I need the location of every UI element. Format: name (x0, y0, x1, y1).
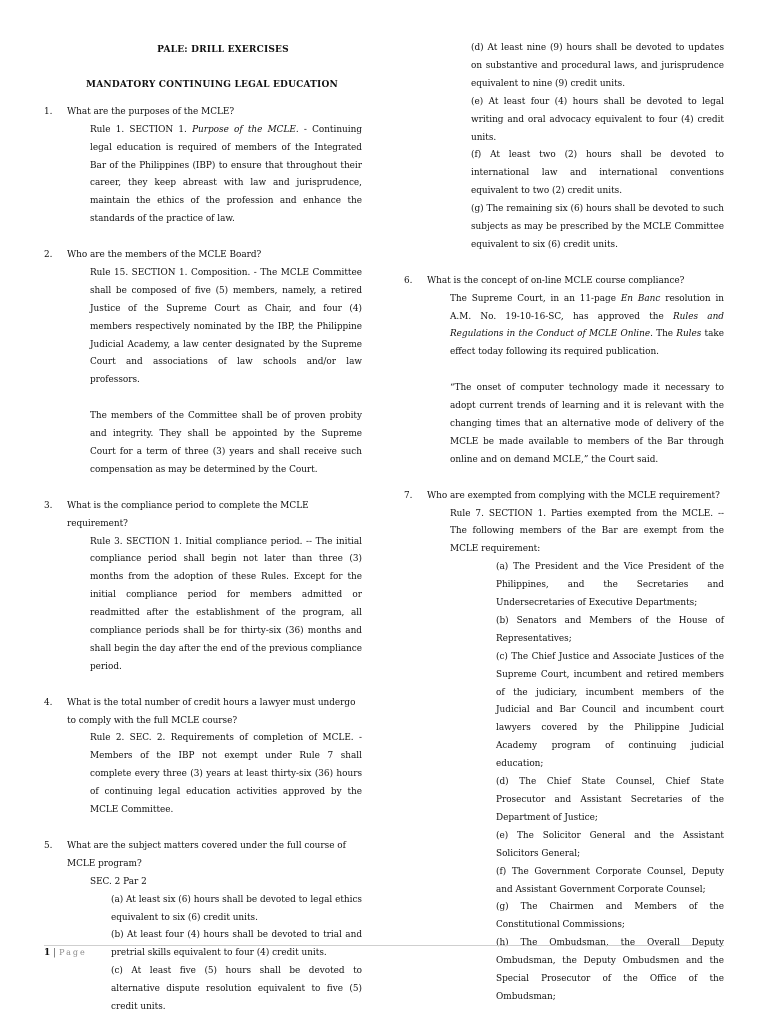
page-footer (44, 948, 87, 958)
list-item: (c) At least five (5) hours shall be devoted to alternative dispute resolution equivalent to five (5) credit units. (111, 966, 362, 1013)
page-label: Page (59, 948, 87, 957)
question-number: 5. (44, 840, 53, 851)
question-number: 6. (404, 275, 413, 286)
question-text: What is the total number of credit hours a lawyer must undergo to comply with the full MCLE course? (67, 697, 356, 726)
answer (404, 291, 724, 470)
question-7 (404, 488, 724, 1007)
list-item: (e) At least four (4) hours shall be devoted to legal writing and oral advocacy equivalent to four (4) credit units. (471, 96, 724, 143)
question-text: What is the concept of on-line MCLE course compliance? (427, 275, 685, 286)
document-title: PALE: DRILL EXERCISES (157, 45, 289, 55)
question-text: What are the subject matters covered under the full course of MCLE program? (67, 840, 346, 869)
answer-text: . The (650, 329, 677, 340)
answer-text: The Supreme Court, in an 11-page (450, 293, 621, 304)
answer-text: . - Continuing legal education is required of members of the Integrated Bar of the Philippines (IBP) to ensure that throughout their career, they keep abreast with law and jurisprudence, maintain the ethics of the profession and enhance the standards of the practice of law. (90, 124, 363, 225)
right-column (404, 40, 724, 1007)
list-item: (h) The Ombudsman, the Overall Deputy Ombudsman, the Deputy Ombudsmen and the Special Prosecutor of the Office of the Ombudsman; (496, 938, 724, 1002)
question-number: 2. (44, 250, 53, 261)
answer-emphasis: En Banc (620, 293, 661, 304)
question-text: What is the compliance period to complete the MCLE requirement? (67, 500, 309, 529)
list-item: (e) The Solicitor General and the Assistant Solicitors General; (496, 830, 724, 859)
list-item: (g) The Chairmen and Members of the Constitutional Commissions; (496, 902, 724, 931)
subject-list-continued (404, 40, 724, 255)
answer-emphasis: Rules and Regulations in the Conduct of MCLE Online (450, 311, 724, 340)
left-column (44, 40, 362, 1017)
list-item: (g) The remaining six (6) hours shall be devoted to such subjects as may be prescribed by the MCLE Committee equivalent to six (6) credit units. (471, 204, 724, 250)
question-text: What are the purposes of the MCLE? (67, 106, 235, 117)
list-item: (a) At least six (6) hours shall be devoted to legal ethics equivalent to six (6) credit units. (111, 894, 362, 923)
question-text: Who are the members of the MCLE Board? (67, 250, 262, 261)
question-5 (44, 838, 362, 1017)
answer-emphasis: Purpose of the MCLE (192, 124, 296, 135)
answer-paragraph: The members of the Committee shall be of proven probity and integrity. They shall be appointed by the Supreme Court for a term of three (3) years and shall receive such compensation as may be determined by the Court. (90, 411, 362, 475)
footer-divider (44, 945, 724, 946)
question-4 (44, 695, 362, 820)
list-item: (c) The Chief Justice and Associate Justices of the Supreme Court, incumbent and retired members of the judiciary, incumbent members of the Judicial and Bar Council and incumbent court lawyers covered by the Philippine Judicial Academy program of continuing judicial education; (496, 651, 724, 770)
answer (44, 122, 362, 229)
answer (44, 730, 362, 820)
question-number: 7. (404, 490, 413, 501)
list-item: (f) At least two (2) hours shall be devoted to international law and international conventions equivalent to two (2) credit units. (471, 150, 724, 197)
question-6 (404, 273, 724, 470)
question-text: Who are exempted from complying with the MCLE requirement? (427, 490, 720, 501)
page-number: 1 (44, 948, 51, 958)
list-item: (b) At least four (4) hours shall be devoted to trial and pretrial skills equivalent to four (4) credit units. (111, 930, 362, 959)
question-2 (44, 247, 362, 480)
list-item: (b) Senators and Members of the House of Representatives; (496, 615, 724, 644)
list-item: (a) The President and the Vice President of the Philippines, and the Secretaries and Undersecretaries of Executive Departments; (496, 562, 724, 609)
answer-text: resolution in A.M. No. 19-10-16-SC, has approved the (450, 293, 725, 322)
answer (44, 265, 362, 480)
answer-paragraph: Rule 3. SECTION 1. Initial compliance period. -- The initial compliance period shall begin not later than three (3) months from the adoption of these Rules. Except for the initial compliance period for members admitted or readmitted after the establishment of the program, all compliance periods shall be for thirty-six (36) months and shall begin the day after the end of the previous compliance period. (90, 536, 362, 672)
answer-paragraph: “The onset of computer technology made it necessary to adopt current trends of learning and it is relevant with the changing times that an alternative mode of delivery of the MCLE be made available to members of the Bar through online and on demand MCLE,” the Court said. (450, 383, 724, 465)
document-subtitle: MANDATORY CONTINUING LEGAL EDUCATION (86, 79, 338, 90)
answer-paragraph: Rule 2. SEC. 2. Requirements of completion of MCLE. - Members of the IBP not exempt under Rule 7 shall complete every three (3) years at least thirty-six (36) hours of continuing legal education activities approved by the MCLE Committee. (90, 733, 362, 816)
answer (44, 534, 362, 677)
answer-emphasis: Rules (676, 329, 702, 340)
answer-paragraph: Rule 7. SECTION 1. Parties exempted from the MCLE. -- The following members of the Bar are exempt from the MCLE requirement: (450, 508, 724, 555)
footer-separator: | (53, 948, 57, 958)
list-item: (d) The Chief State Counsel, Chief State Prosecutor and Assistant Secretaries of the Department of Justice; (496, 777, 724, 823)
answer-text: Rule 1. SECTION 1. (90, 124, 193, 135)
list-item: (d) At least nine (9) hours shall be devoted to updates on substantive and procedural laws, and jurisprudence equivalent to nine (9) credit units. (471, 43, 724, 89)
list-item: (f) The Government Corporate Counsel, Deputy and Assistant Government Corporate Counsel; (496, 866, 724, 895)
question-number: 4. (44, 697, 53, 708)
question-3 (44, 498, 362, 677)
answer-paragraph: Rule 15. SECTION 1. Composition. - The MCLE Committee shall be composed of five (5) members, namely, a retired Justice of the Supreme Court as Chair, and four (4) members respectively nominated by the IBP, the Philippine Judicial Academy, a law center designated by the Supreme Court and associations of law schools and/or law professors. (90, 267, 362, 386)
question-number: 3. (44, 500, 53, 511)
answer-text: take effect today following its required publication. (450, 329, 725, 358)
question-1 (44, 104, 362, 229)
answer (404, 506, 724, 1007)
section-reference: SEC. 2 Par 2 (90, 876, 147, 887)
subject-list (90, 892, 362, 1017)
exemption-list (450, 559, 724, 1007)
question-number: 1. (44, 106, 53, 117)
